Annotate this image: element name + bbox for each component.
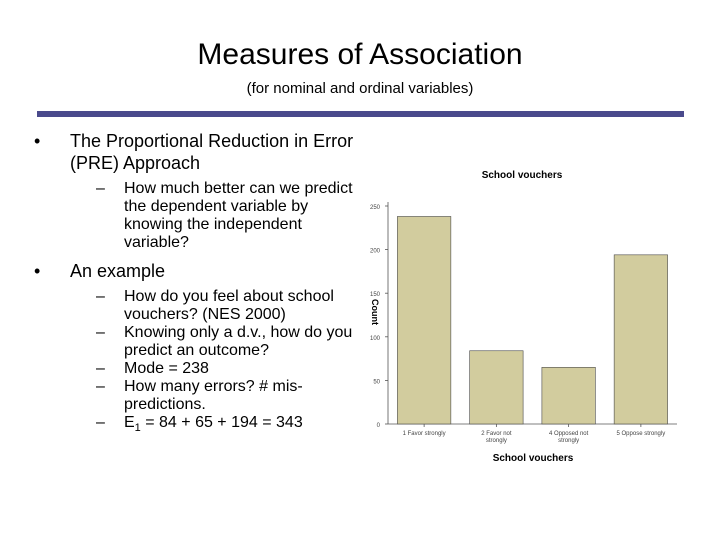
- sub-bullet-text: How much better can we predict the dependent variable by knowing the independent variable?: [124, 180, 353, 251]
- dash-marker: –: [96, 180, 105, 197]
- bar: [542, 367, 595, 424]
- x-axis-label: School vouchers: [492, 453, 574, 464]
- x-tick-label: 4 Opposed not: [548, 431, 589, 437]
- bullet-list: [34, 130, 364, 437]
- y-tick-label: 100: [369, 335, 380, 342]
- slide-title: Measures of Association: [197, 38, 523, 71]
- y-tick-label: 150: [369, 292, 380, 299]
- bullet-text: An example: [70, 261, 166, 281]
- y-tick-label: 250: [369, 205, 380, 211]
- x-tick-label: 1 Favor strongly: [402, 431, 446, 437]
- chart-title: School vouchers: [481, 170, 563, 181]
- dash-marker: –: [96, 324, 105, 341]
- sub-bullet-text: Mode = 238: [124, 360, 209, 377]
- bar: [397, 216, 450, 424]
- title-rule: [37, 111, 684, 117]
- bar: [470, 351, 523, 424]
- x-tick-label: strongly: [558, 438, 580, 444]
- y-tick-label: 200: [369, 248, 380, 255]
- bullet-marker: •: [34, 131, 41, 151]
- dash-marker: –: [96, 414, 105, 431]
- x-tick-label: strongly: [485, 438, 507, 444]
- bullet-item: [34, 130, 364, 251]
- dash-marker: –: [96, 288, 105, 305]
- bullet-text: The Proportional Reduction in Error (PRE) Approach: [70, 131, 354, 173]
- dash-marker: –: [96, 378, 105, 395]
- slide-subtitle: (for nominal and ordinal variables): [246, 80, 474, 97]
- bullet-marker: •: [34, 261, 41, 281]
- dash-marker: –: [96, 360, 105, 377]
- bullet-item: [34, 260, 364, 437]
- y-tick-label: 0: [376, 423, 380, 429]
- sub-bullet-text: How many errors? # mis-predictions.: [124, 378, 303, 413]
- sub-bullet-text: Knowing only a d.v., how do you predict an outcome?: [124, 324, 353, 359]
- y-axis-label: Count: [370, 299, 380, 325]
- x-tick-label: 5 Oppose strongly: [616, 431, 666, 437]
- y-tick-label: 50: [373, 379, 380, 386]
- sub-bullet-text: How do you feel about school vouchers? (NES 2000): [124, 288, 334, 323]
- bar: [614, 255, 667, 424]
- bar-chart: [352, 162, 692, 467]
- x-tick-label: 2 Favor not: [481, 431, 512, 437]
- formula-text: $E_1 = 84 + 65 + 194 = 343$: [124, 414, 303, 435]
